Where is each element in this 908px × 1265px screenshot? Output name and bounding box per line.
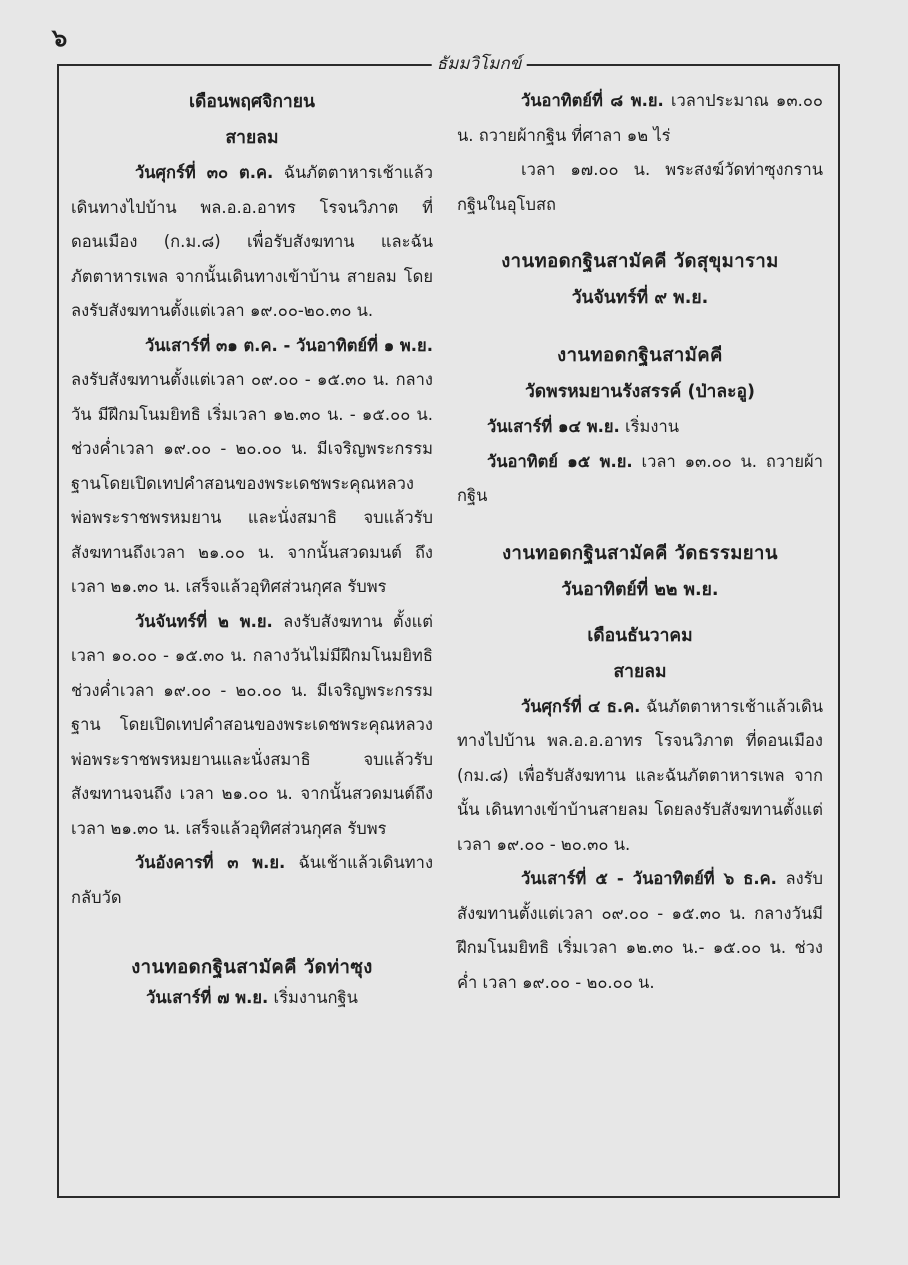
schedule-entry [71,156,433,329]
left-column [71,84,433,1176]
schedule-entry [457,84,823,153]
entry-text: ลงรับสังฆทานตั้งแต่เวลา ๐๙.๐๐ - ๑๕.๓๐ น. กลางวันมีฝึกมโนมยิทธิ เริ่มเวลา ๑๒.๓๐ น.- ๑๕.๐๐ น. ช่วงค่ำ เวลา ๑๙.๐๐ - ๒๐.๐๐ น. [457,869,823,992]
place-heading: สายลม [225,128,279,148]
entry-text: เริ่มงานกฐิน [268,988,358,1007]
content-frame [57,54,840,1198]
schedule-entry [457,690,823,863]
place-heading: สายลม [613,661,667,682]
entry-date: วันจันทร์ที่ ๒ พ.ย. [135,611,273,631]
schedule-entry: ลงรับสังฆทานตั้งแต่เวลา ๐๙.๐๐ - ๑๕.๓๐ น. กลางวัน มีฝึกมโนมยิทธิ เริ่มเวลา ๑๒.๓๐ น. - ๑๕.๐๐ น. ช่วงค่ำเวลา ๑๙.๐๐ - ๒๐.๐๐ น. มีเจริญพระกรรมฐานโดยเปิดเทปคำสอนของพระเดชพระคุณหลวงพ่อพระราชพรหมยาน และนั่งสมาธิ จบแล้วรับสังฆทานถึงเวลา ๒๑.๐๐ น. จากนั้นสวดมนต์ ถึงเวลา ๒๑.๓๐ น. เสร็จแล้วอุทิศส่วนกุศล รับพร [71,370,433,596]
right-column [457,84,823,1176]
entry-text: เวลา ๑๓.๐๐ น. ถวายผ้ากฐิน [457,451,823,505]
event-heading-wat-tha-sung: งานทอดกฐินสามัคคี วัดท่าซุง [131,957,373,978]
entry-text: ฉันภัตตาหารเช้าแล้ว เดินทางไปบ้าน พล.อ.อ.อาทร โรจนวิภาต ที่ดอนเมือง (ก.ม.๘) เพื่อรับสังฆทาน และฉันภัตตาหารเพล จากนั้นเดินทางเข้าบ้าน สายลม โดยลงรับสังฆทานตั้งแต่เวลา ๑๙.๐๐-๒๐.๓๐ น. [71,163,433,320]
schedule-entry [71,983,433,1013]
entry-date: วันอาทิตย์ที่ ๘ พ.ย. [521,91,664,110]
event-subheading: วัดพรหมยานรังสรรค์ (ป่าละอู) [524,382,756,402]
entry-date-heading: วันเสาร์ที่ ๓๑ ต.ค. - วันอาทิตย์ที่ ๑ พ.ย. [144,335,433,355]
entry-date: วันอังคารที่ ๓ พ.ย. [135,853,286,872]
entry-date: วันเสาร์ที่ ๗ พ.ย. [146,988,269,1007]
entry-date: วันเสาร์ที่ ๑๔ พ.ย. [487,417,620,436]
entry-text: เริ่มงาน [619,417,680,436]
entry-text: ฉันภัตตาหารเช้าแล้วเดินทางไปบ้าน พล.อ.อ.อาทร โรจนวิภาต ที่ดอนเมือง (กม.๘) เพื่อรับสังฆทาน และฉันภัตตาหารเพล จากนั้น เดินทางเข้าบ้านสายลม โดยลงรับสังฆทานตั้งแต่เวลา ๑๙.๐๐ - ๒๐.๓๐ น. [457,696,823,854]
schedule-entry [457,410,823,445]
entry-date: วันอาทิตย์ ๑๕ พ.ย. [487,451,633,471]
entry-text: ฉันเช้าแล้วเดินทางกลับวัด [71,853,433,907]
entry-date: วันเสาร์ที่ ๕ - วันอาทิตย์ที่ ๖ ธ.ค. [521,869,777,888]
schedule-entry [71,846,433,915]
month-heading-november: เดือนพฤศจิกายน [189,92,315,112]
event-heading-wat-sukhumaram: งานทอดกฐินสามัคคี วัดสุขุมาราม [501,251,779,272]
schedule-entry [71,605,433,847]
schedule-entry: เวลา ๑๗.๐๐ น. พระสงฆ์วัดท่าซุงกรานกฐินในอุโบสถ [457,160,823,214]
event-heading-wat-phromyan: งานทอดกฐินสามัคคี [557,345,723,366]
entry-text: เวลาประมาณ ๑๓.๐๐ น. ถวายผ้ากฐิน ที่ศาลา ๑๒ ไร่ [457,91,823,145]
event-date: วันจันทร์ที่ ๙ พ.ย. [571,288,709,308]
month-heading-december: เดือนธันวาคม [587,625,693,646]
page-number: ๖ [52,24,68,52]
event-date: วันอาทิตย์ที่ ๒๒ พ.ย. [561,579,719,600]
entry-date: วันศุกร์ที่ ๔ ธ.ค. [521,696,641,716]
event-heading-wat-thammayan: งานทอดกฐินสามัคคี วัดธรรมยาน [502,542,778,564]
schedule-entry [457,445,823,514]
schedule-entry [457,862,823,1000]
entry-date: วันศุกร์ที่ ๓๐ ต.ค. [135,163,274,182]
entry-text: ลงรับสังฆทาน ตั้งแต่เวลา ๑๐.๐๐ - ๑๕.๓๐ น. กลางวันไม่มีฝึกมโนมยิทธิ ช่วงค่ำเวลา ๑๙.๐๐ - ๒๐.๐๐ น. มีเจริญพระกรรมฐาน โดยเปิดเทปคำสอนของพระเดชพระคุณหลวงพ่อพระราชพรหมยานและนั่งสมาธิ จบแล้วรับสังฆทานจนถึง เวลา ๒๑.๐๐ น. จากนั้นสวดมนต์ถึงเวลา ๒๑.๓๐ น. เสร็จแล้วอุทิศส่วนกุศล รับพร [71,611,433,838]
journal-title: ธัมมวิโมกข์ [432,50,527,77]
